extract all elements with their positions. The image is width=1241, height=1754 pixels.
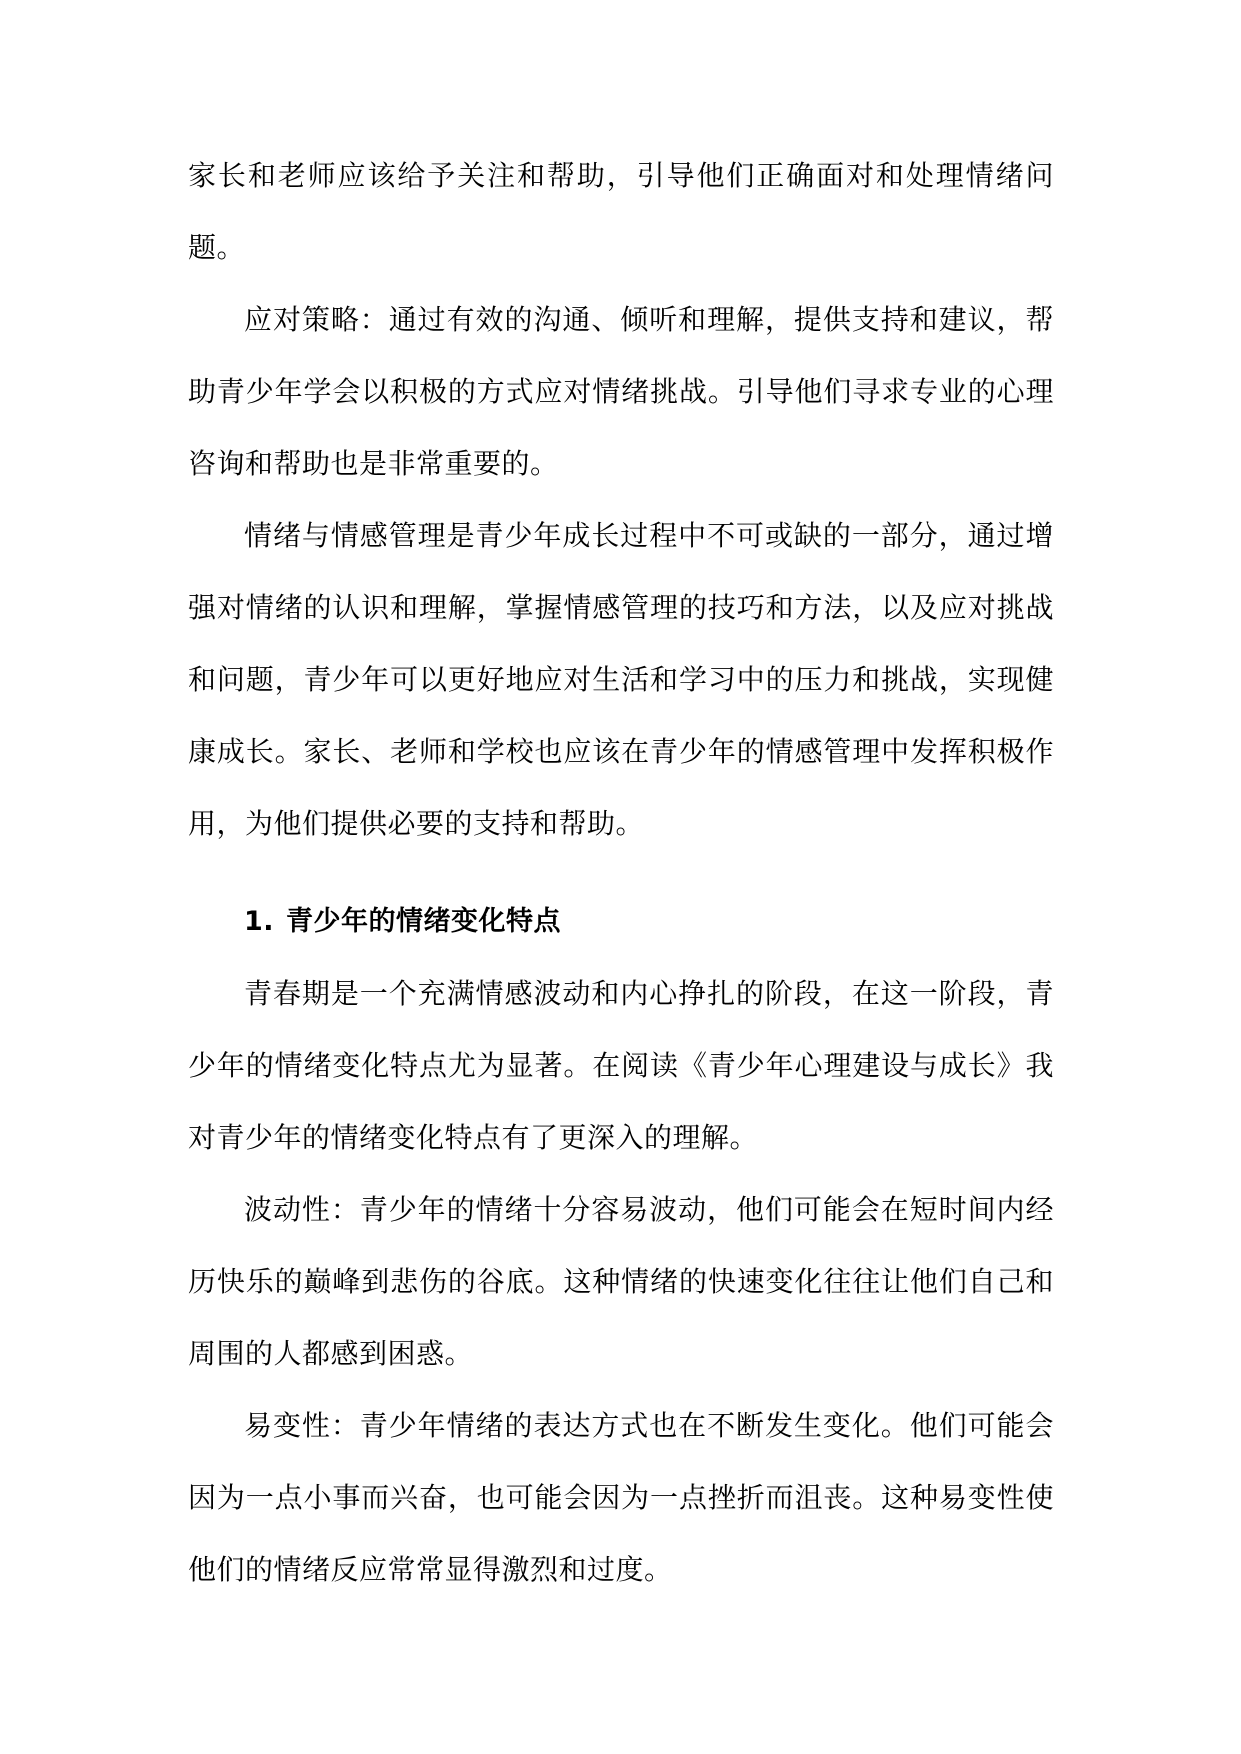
paragraph-coping-strategy: 应对策略：通过有效的沟通、倾听和理解，提供支持和建议，帮助青少年学会以积极的方式应对情绪挑战。引导他们寻求专业的心理咨询和帮助也是非常重要的。 <box>188 303 1054 480</box>
document-body <box>188 140 1054 1606</box>
paragraph-volatility: 波动性：青少年的情绪十分容易波动，他们可能会在短时间内经历快乐的巅峰到悲伤的谷底。这种情绪的快速变化往往让他们自己和周围的人都感到困惑。 <box>188 1193 1054 1370</box>
section-number: 1. <box>244 906 275 937</box>
paragraph-continuation: 家长和老师应该给予关注和帮助，引导他们正确面对和处理情绪问题。 <box>188 159 1054 264</box>
section-heading <box>188 886 1054 958</box>
paragraph-emotion-management-summary: 情绪与情感管理是青少年成长过程中不可或缺的一部分，通过增强对情绪的认识和理解，掌握情感管理的技巧和方法，以及应对挑战和问题，青少年可以更好地应对生活和学习中的压力和挑战，实现健康成长。家长、老师和学校也应该在青少年的情感管理中发挥积极作用，为他们提供必要的支持和帮助。 <box>188 519 1054 840</box>
section-title: 青少年的情绪变化特点 <box>286 906 561 937</box>
paragraph-adolescence-intro: 青春期是一个充满情感波动和内心挣扎的阶段，在这一阶段，青少年的情绪变化特点尤为显著。在阅读《青少年心理建设与成长》我对青少年的情绪变化特点有了更深入的理解。 <box>188 977 1054 1154</box>
paragraph-changeability: 易变性：青少年情绪的表达方式也在不断发生变化。他们可能会因为一点小事而兴奋，也可能会因为一点挫折而沮丧。这种易变性使他们的情绪反应常常显得激烈和过度。 <box>188 1409 1054 1586</box>
